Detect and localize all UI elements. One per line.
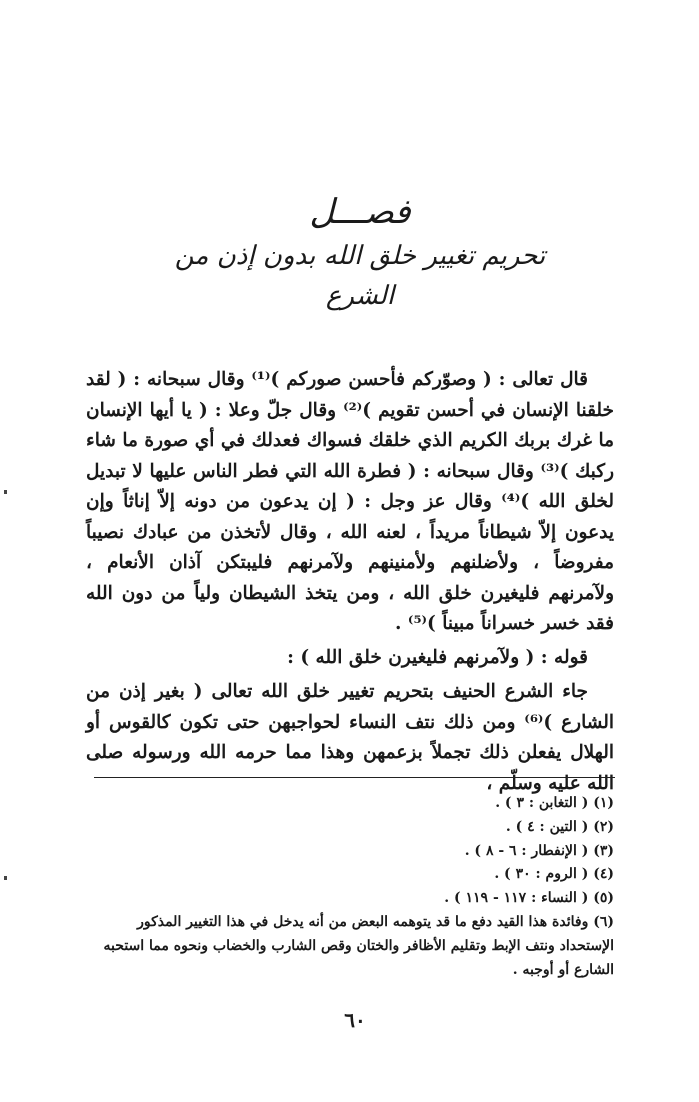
footnotes <box>86 792 614 982</box>
paragraph-verses: قال تعالى : ( وصوّركم فأحسن صوركم )⁽¹⁾ وقال سبحانه : ( لقد خلقنا الإنسان في أحسن تقويم )⁽²⁾ وقال جلّ وعلا : ( يا أيها الإنسان ما غرك بربك الكريم الذي خلقك فسواك فعدلك في أي صورة ما شاء ركبك )⁽³⁾ وقال سبحانه : ( فطرة الله التي فطر الناس عليها لا تبديل لخلق الله )⁽⁴⁾ وقال عز وجل : ( إن يدعون من دونه إلاّ إناثاً وإن يدعون إلاّ شيطاناً مريداً ، لعنه الله ، وقال لأتخذن من عبادك نصيباً مفروضاً ، ولأضلنهم ولأمنينهم ولآمرنهم فليبتكن آذان الأنعام ، ولآمرنهم فليغيرن خلق الله ، ومن يتخذ الشيطان ولياً من دون الله فقد خسر خسراناً مبيناً )⁽⁵⁾ . <box>86 369 614 634</box>
margin-mark <box>4 876 7 880</box>
paragraph-commentary-heading: قوله : ( ولآمرنهم فليغيرن خلق الله ) : <box>287 646 588 668</box>
footnote-4: (٤) ( الروم : ٣٠ ) . <box>494 866 614 883</box>
footnote-1: (١) ( التغابن : ٣ ) . <box>495 795 614 811</box>
page-number: ٦٠ <box>344 1008 366 1032</box>
paragraph-explanation: جاء الشرع الحنيف بتحريم تغيير خلق الله تعالى ( بغير إذن من الشارع )⁽⁶⁾ ومن ذلك نتف النساء لحواجبهن حتى تكون كالقوس أو الهلال يفعلن ذلك تجملاً بزعمهن وهذا مما حرمه الله ورسوله صلى الله عليه وسلّم ، <box>86 681 614 794</box>
footnote-2: (٢) ( التين : ٤ ) . <box>505 818 614 835</box>
footnote-5: (٥) ( النساء : ١١٧ - ١١٩ ) . <box>444 890 614 907</box>
chapter-heading <box>150 190 570 316</box>
chapter-label: فصـــل <box>309 192 411 232</box>
footnote-3: (٣) ( الإنفطار : ٦ - ٨ ) . <box>464 842 614 859</box>
main-text <box>86 365 614 799</box>
footnote-divider <box>94 777 615 778</box>
chapter-subtitle: تحريم تغيير خلق الله بدون إذن من الشرع <box>174 241 546 311</box>
margin-mark <box>4 490 7 494</box>
footnote-6: (٦) وفائدة هذا القيد دفع ما قد يتوهمه البعض من أنه يدخل في هذا التغيير المذكور الإستحداد ونتف الإبط وتقليم الأظافر والختان وقص الشارب والخضاب ونحوه مما استحبه الشارع أو أوجبه . <box>103 913 614 978</box>
